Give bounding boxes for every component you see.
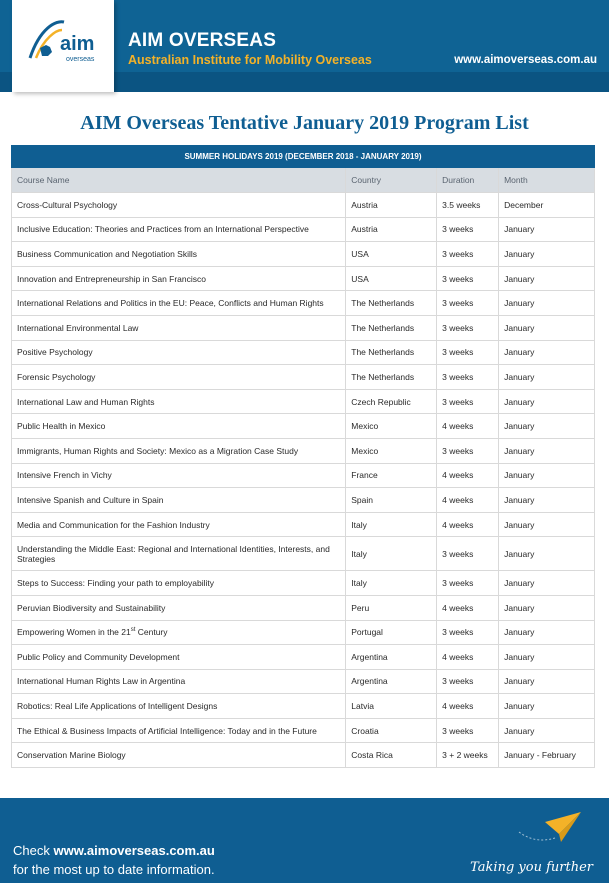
cell-country: Argentina xyxy=(346,645,437,670)
cell-month: January xyxy=(499,315,595,340)
cell-month: January xyxy=(499,463,595,488)
cell-country: The Netherlands xyxy=(346,340,437,365)
header-url-link[interactable]: www.aimoverseas.com.au xyxy=(454,54,597,66)
footer-check-text: Check www.aimoverseas.com.au xyxy=(13,843,215,858)
cell-course-name: International Law and Human Rights xyxy=(12,389,346,414)
cell-month: January xyxy=(499,217,595,242)
brand-name: AIM OVERSEAS xyxy=(128,30,277,51)
table-row xyxy=(12,217,595,242)
cell-month: December xyxy=(499,193,595,218)
table-row xyxy=(12,242,595,267)
table-row xyxy=(12,193,595,218)
table-row xyxy=(12,669,595,694)
cell-country: Latvia xyxy=(346,694,437,719)
table-row xyxy=(12,718,595,743)
cell-country: The Netherlands xyxy=(346,315,437,340)
cell-course-name: Innovation and Entrepreneurship in San Francisco xyxy=(12,266,346,291)
cell-country: Austria xyxy=(346,193,437,218)
brand-tagline: Australian Institute for Mobility Overseas xyxy=(128,53,372,67)
cell-duration: 4 weeks xyxy=(437,512,499,537)
cell-duration: 3 weeks xyxy=(437,315,499,340)
cell-course-name: Robotics: Real Life Applications of Intelligent Designs xyxy=(12,694,346,719)
cell-month: January xyxy=(499,512,595,537)
column-header-month: Month xyxy=(499,168,595,193)
cell-course-name: Peruvian Biodiversity and Sustainability xyxy=(12,595,346,620)
cell-country: USA xyxy=(346,266,437,291)
cell-duration: 3 weeks xyxy=(437,571,499,596)
cell-month: January xyxy=(499,291,595,316)
table-row xyxy=(12,571,595,596)
cell-country: Portugal xyxy=(346,620,437,645)
table-row xyxy=(12,389,595,414)
cell-month: January xyxy=(499,537,595,571)
cell-month: January - February xyxy=(499,743,595,768)
cell-course-name: Empowering Women in the 21st Century xyxy=(12,620,346,645)
svg-text:aim: aim xyxy=(60,33,95,55)
cell-country: Italy xyxy=(346,537,437,571)
cell-country: Costa Rica xyxy=(346,743,437,768)
cell-course-name: Intensive French in Vichy xyxy=(12,463,346,488)
cell-month: January xyxy=(499,694,595,719)
cell-country: Peru xyxy=(346,595,437,620)
table-row xyxy=(12,266,595,291)
cell-country: Austria xyxy=(346,217,437,242)
cell-month: January xyxy=(499,414,595,439)
cell-duration: 3 weeks xyxy=(437,217,499,242)
column-header-country: Country xyxy=(346,168,437,193)
footer-info-text: for the most up to date information. xyxy=(13,862,215,877)
footer-slogan: Taking you further xyxy=(470,860,593,875)
cell-course-name: International Environmental Law xyxy=(12,315,346,340)
cell-duration: 3 weeks xyxy=(437,266,499,291)
section-heading-row xyxy=(12,146,595,168)
cell-duration: 4 weeks xyxy=(437,694,499,719)
table-row xyxy=(12,620,595,645)
cell-month: January xyxy=(499,488,595,513)
table-row xyxy=(12,743,595,768)
cell-month: January xyxy=(499,595,595,620)
cell-month: January xyxy=(499,718,595,743)
cell-month: January xyxy=(499,266,595,291)
table-row xyxy=(12,488,595,513)
cell-month: January xyxy=(499,620,595,645)
cell-course-name: Conservation Marine Biology xyxy=(12,743,346,768)
cell-duration: 4 weeks xyxy=(437,645,499,670)
cell-duration: 3 weeks xyxy=(437,389,499,414)
cell-duration: 4 weeks xyxy=(437,463,499,488)
cell-duration: 3 weeks xyxy=(437,718,499,743)
document-title: AIM Overseas Tentative January 2019 Program List xyxy=(80,112,529,134)
cell-course-name: Business Communication and Negotiation Skills xyxy=(12,242,346,267)
table-row xyxy=(12,463,595,488)
column-header-duration: Duration xyxy=(437,168,499,193)
table-row xyxy=(12,291,595,316)
cell-course-name: International Human Rights Law in Argentina xyxy=(12,669,346,694)
cell-course-name: Media and Communication for the Fashion Industry xyxy=(12,512,346,537)
cell-duration: 3.5 weeks xyxy=(437,193,499,218)
table-row xyxy=(12,438,595,463)
cell-country: Spain xyxy=(346,488,437,513)
cell-course-name: Inclusive Education: Theories and Practices from an International Perspective xyxy=(12,217,346,242)
cell-country: Croatia xyxy=(346,718,437,743)
table-row xyxy=(12,595,595,620)
cell-course-name: Positive Psychology xyxy=(12,340,346,365)
cell-month: January xyxy=(499,242,595,267)
cell-month: January xyxy=(499,571,595,596)
footer-url-link[interactable]: www.aimoverseas.com.au xyxy=(53,843,215,858)
cell-country: Italy xyxy=(346,571,437,596)
table-body xyxy=(12,193,595,768)
cell-month: January xyxy=(499,645,595,670)
table-row xyxy=(12,645,595,670)
cell-country: Mexico xyxy=(346,414,437,439)
cell-duration: 3 weeks xyxy=(437,365,499,390)
cell-course-name: Public Policy and Community Development xyxy=(12,645,346,670)
cell-course-name: Cross-Cultural Psychology xyxy=(12,193,346,218)
cell-course-name: Forensic Psychology xyxy=(12,365,346,390)
cell-country: Argentina xyxy=(346,669,437,694)
cell-month: January xyxy=(499,669,595,694)
cell-course-name: International Relations and Politics in the EU: Peace, Conflicts and Human Rights xyxy=(12,291,346,316)
cell-month: January xyxy=(499,438,595,463)
cell-month: January xyxy=(499,365,595,390)
table-row xyxy=(12,414,595,439)
column-header-course: Course Name xyxy=(12,168,346,193)
column-header-row xyxy=(12,168,595,193)
cell-duration: 3 weeks xyxy=(437,537,499,571)
cell-course-name: The Ethical & Business Impacts of Artificial Intelligence: Today and in the Future xyxy=(12,718,346,743)
cell-duration: 3 weeks xyxy=(437,340,499,365)
cell-course-name: Steps to Success: Finding your path to employability xyxy=(12,571,346,596)
cell-country: The Netherlands xyxy=(346,291,437,316)
cell-country: Italy xyxy=(346,512,437,537)
cell-country: USA xyxy=(346,242,437,267)
cell-duration: 3 weeks xyxy=(437,669,499,694)
cell-duration: 4 weeks xyxy=(437,595,499,620)
cell-duration: 3 + 2 weeks xyxy=(437,743,499,768)
cell-country: Mexico xyxy=(346,438,437,463)
section-heading: SUMMER HOLIDAYS 2019 (DECEMBER 2018 - JANUARY 2019) xyxy=(12,146,595,168)
cell-duration: 4 weeks xyxy=(437,488,499,513)
cell-country: The Netherlands xyxy=(346,365,437,390)
cell-duration: 3 weeks xyxy=(437,438,499,463)
cell-course-name: Public Health in Mexico xyxy=(12,414,346,439)
cell-course-name: Intensive Spanish and Culture in Spain xyxy=(12,488,346,513)
program-table xyxy=(11,145,595,768)
cell-duration: 3 weeks xyxy=(437,242,499,267)
table-row xyxy=(12,365,595,390)
cell-country: Czech Republic xyxy=(346,389,437,414)
cell-course-name: Immigrants, Human Rights and Society: Mexico as a Migration Case Study xyxy=(12,438,346,463)
table-row xyxy=(12,537,595,571)
cell-month: January xyxy=(499,340,595,365)
table-row xyxy=(12,315,595,340)
cell-course-name: Understanding the Middle East: Regional and International Identities, Interests, and Strategies xyxy=(12,537,346,571)
logo xyxy=(12,0,114,92)
aim-logo-icon xyxy=(26,18,102,74)
cell-duration: 3 weeks xyxy=(437,620,499,645)
table-row xyxy=(12,340,595,365)
svg-text:overseas: overseas xyxy=(66,56,95,63)
table-row xyxy=(12,512,595,537)
cell-country: France xyxy=(346,463,437,488)
cell-month: January xyxy=(499,389,595,414)
table-row xyxy=(12,694,595,719)
paper-plane-icon xyxy=(515,808,585,848)
cell-duration: 3 weeks xyxy=(437,291,499,316)
cell-duration: 4 weeks xyxy=(437,414,499,439)
